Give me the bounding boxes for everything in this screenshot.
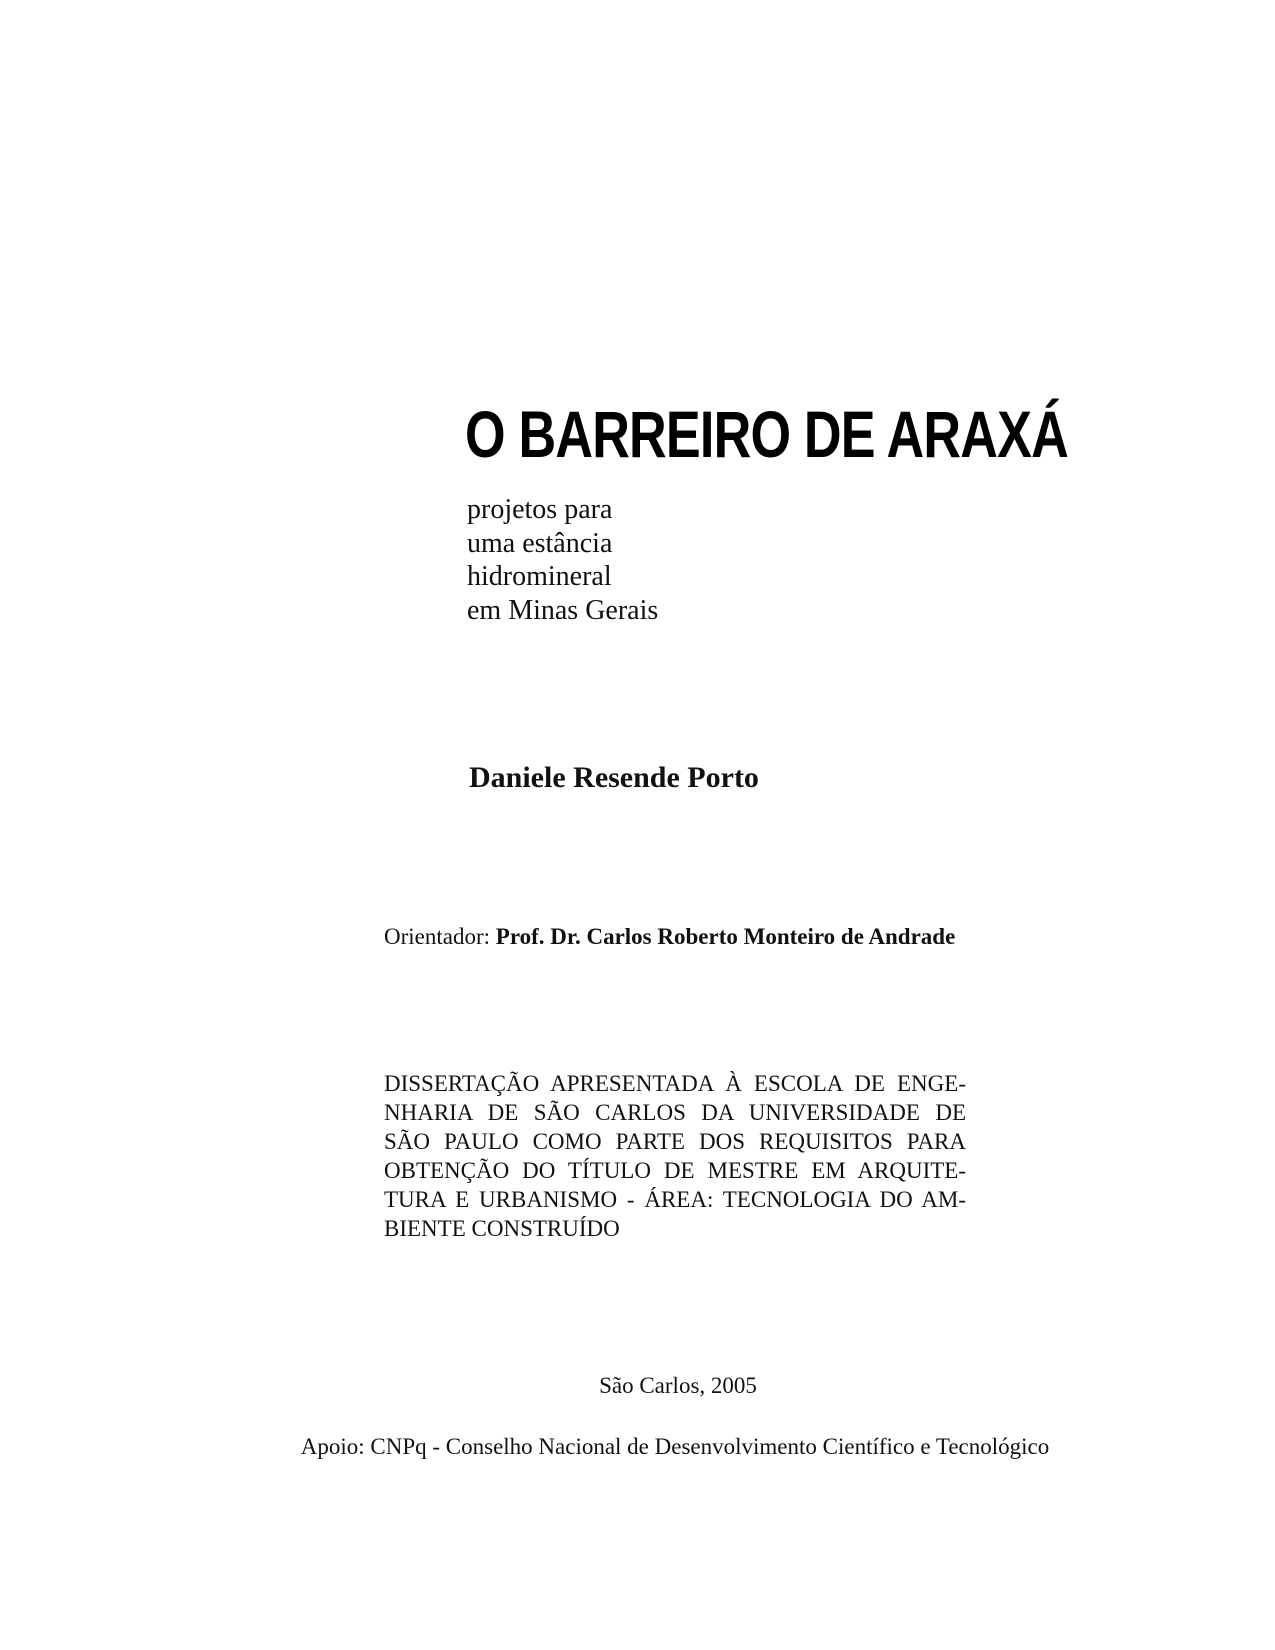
place-date: São Carlos, 2005 xyxy=(599,1373,757,1398)
subtitle-line: uma estância xyxy=(467,527,613,559)
dissertation-statement xyxy=(384,1069,966,1243)
document-subtitle xyxy=(467,493,658,627)
support-statement: Apoio: CNPq - Conselho Nacional de Desenvolvimento Científico e Tecnológico xyxy=(300,1434,1050,1459)
advisor-line xyxy=(384,924,955,950)
document-title: O BARREIRO DE ARAXÁ xyxy=(465,397,1068,471)
dissertation-line: NHARIA DE SÃO CARLOS DA UNIVERSIDADE DE xyxy=(384,1100,966,1125)
author-name: Daniele Resende Porto xyxy=(469,761,759,794)
dissertation-line: SÃO PAULO COMO PARTE DOS REQUISITOS PARA xyxy=(384,1129,966,1154)
dissertation-line: OBTENÇÃO DO TÍTULO DE MESTRE EM ARQUITE- xyxy=(384,1158,966,1183)
dissertation-line: BIENTE CONSTRUÍDO xyxy=(384,1216,620,1241)
dissertation-line: TURA E URBANISMO - ÁREA: TECNOLOGIA DO AM- xyxy=(384,1187,966,1212)
advisor-name: Prof. Dr. Carlos Roberto Monteiro de Andrade xyxy=(495,924,956,949)
subtitle-line: projetos para xyxy=(467,494,613,525)
subtitle-line: em Minas Gerais xyxy=(467,594,659,626)
dissertation-line: DISSERTAÇÃO APRESENTADA À ESCOLA DE ENGE- xyxy=(384,1071,966,1096)
advisor-label: Orientador: xyxy=(384,924,496,949)
subtitle-line: hidromineral xyxy=(467,561,612,592)
